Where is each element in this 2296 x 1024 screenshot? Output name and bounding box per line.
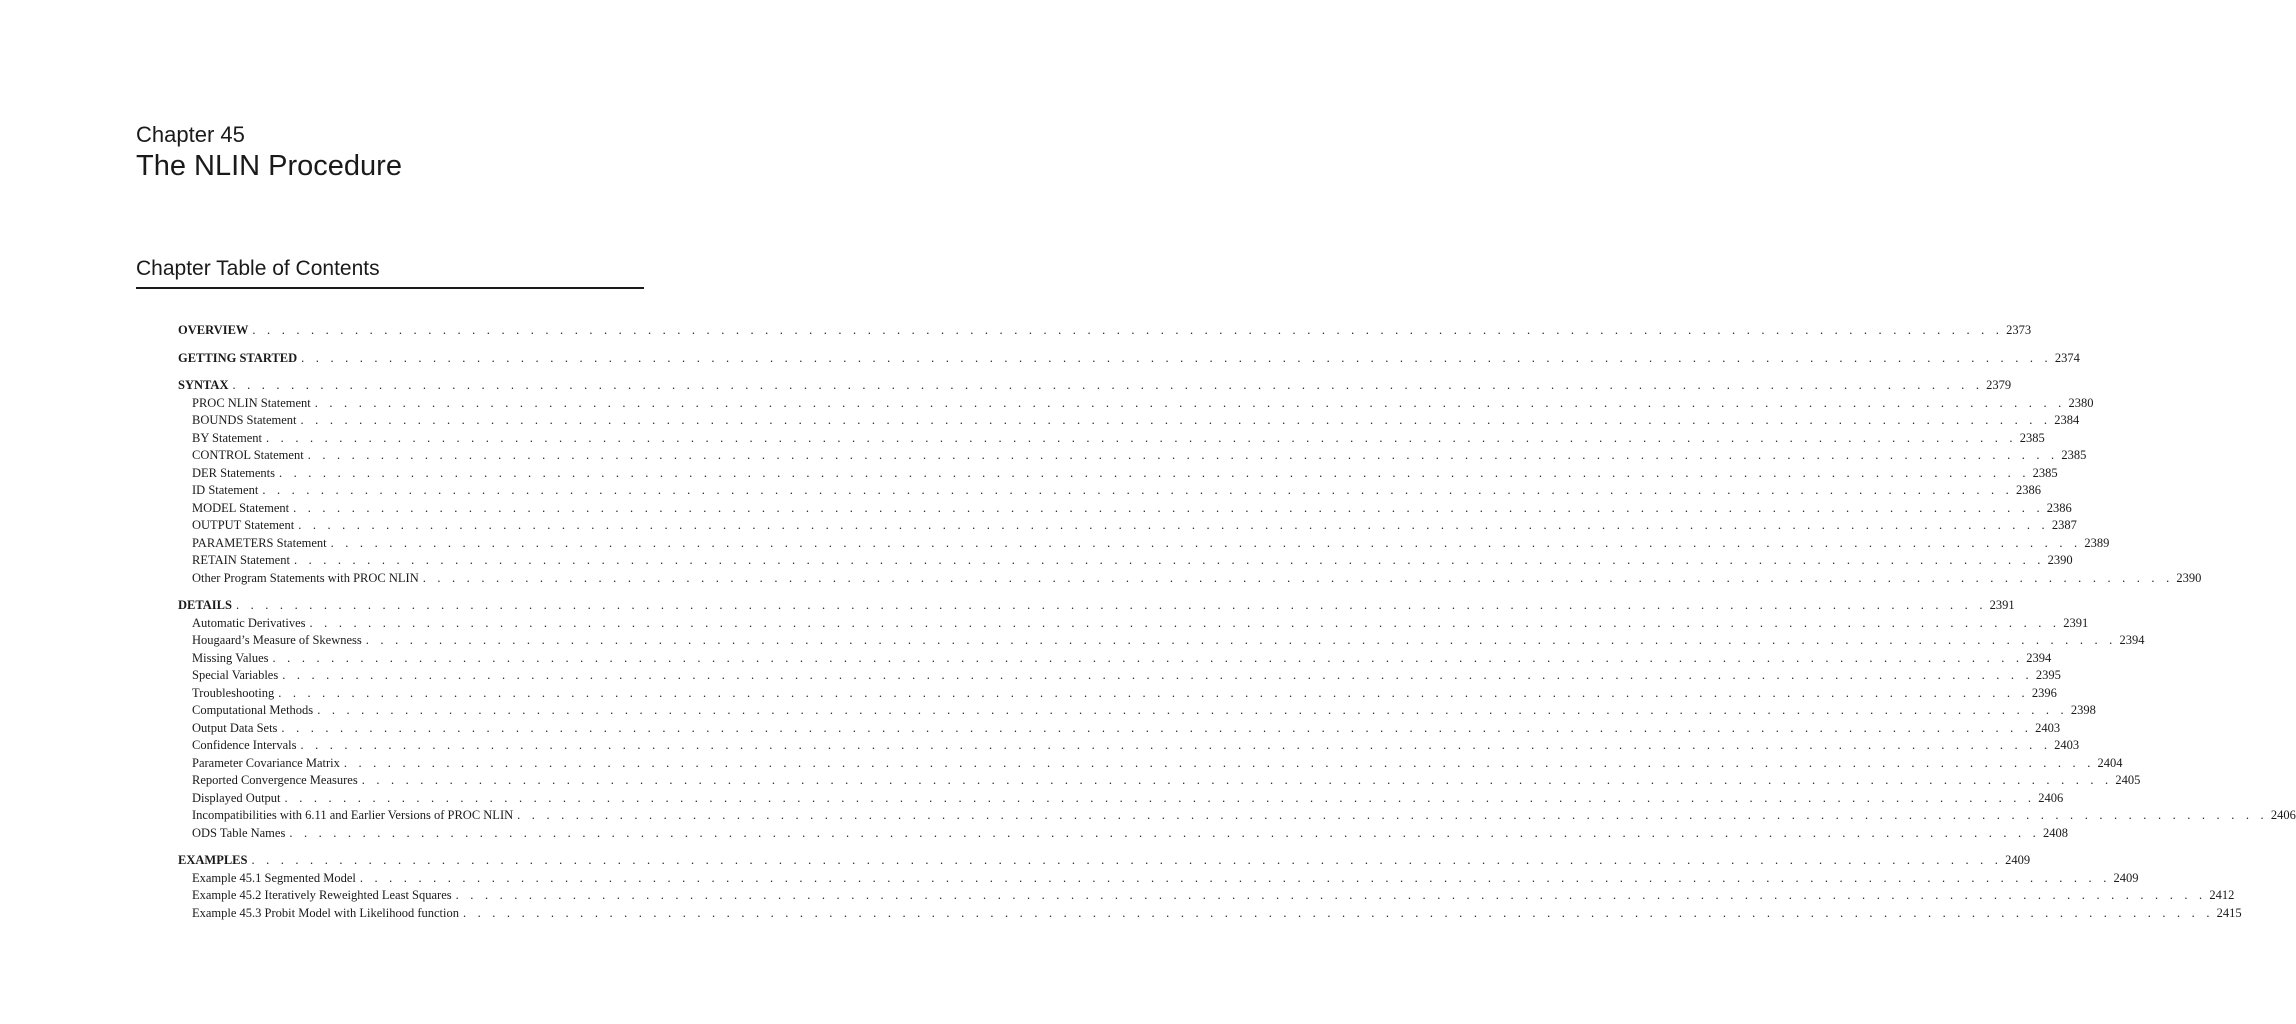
toc-entry-title: OUTPUT Statement	[192, 518, 295, 532]
toc-section-heading	[178, 350, 2080, 368]
dot-leader: . . . . . . . . . . . . . . . . . . . . . . . . . . . . . . . . . . . . . . . . . . . . . . . . . . . . . . . . . . . . . . . . . . . . . . . . . . . . . . . . . . . . . . . . . . . . . . . . . . . . . . . . . . . . . . . . . . . . . . . .	[272, 650, 2024, 665]
toc-entry	[178, 650, 2052, 668]
toc-entry	[178, 517, 2077, 535]
dot-leader: . . . . . . . . . . . . . . . . . . . . . . . . . . . . . . . . . . . . . . . . . . . . . . . . . . . . . . . . . . . . . . . . . . . . . . . . . . . . . . . . . . . . . . . . . . . . . . . . . . . . . . . . . . . . . . . . . . . . . . . .	[298, 518, 2049, 532]
chapter-label: Chapter 45	[136, 122, 245, 147]
toc-entry	[178, 887, 2235, 905]
toc-entry	[178, 500, 2072, 518]
toc-entry-page-number: 2395	[2035, 668, 2061, 682]
toc-entry	[178, 570, 2202, 588]
toc-entry	[178, 702, 2096, 720]
toc-section-heading-page-number: 2409	[2005, 853, 2031, 867]
toc-section-heading-title: GETTING STARTED	[178, 350, 298, 365]
toc-entry	[178, 430, 2045, 448]
toc-entry	[178, 790, 2064, 808]
toc-section	[178, 852, 2242, 922]
toc-entry-page-number: 2409	[2113, 870, 2139, 885]
dot-leader: . . . . . . . . . . . . . . . . . . . . . . . . . . . . . . . . . . . . . . . . . . . . . . . . . . . . . . . . . . . . . . . . . . . . . . . . . . . . . . . . . . . . . . . . . . . . . . . . . . . . . . . . . . . . . . . . . . . . . . . .	[307, 448, 2059, 462]
toc-entry-title: Output Data Sets	[192, 720, 278, 735]
toc-entry-page-number: 2404	[2097, 755, 2123, 770]
toc-section-heading-title: EXAMPLES	[178, 853, 248, 867]
dot-leader: . . . . . . . . . . . . . . . . . . . . . . . . . . . . . . . . . . . . . . . . . . . . . . . . . . . . . . . . . . . . . . . . . . . . . . . . . . . . . . . . . . . . . . . . . . . . . . . . . . . . . . . . . . . . . . . . . . . . . . . .	[278, 465, 2030, 480]
toc-entry-title: Displayed Output	[192, 790, 281, 805]
dot-leader: . . . . . . . . . . . . . . . . . . . . . . . . . . . . . . . . . . . . . . . . . . . . . . . . . . . . . . . . . . . . . . . . . . . . . . . . . . . . . . . . . . . . . . . . . . . . . . . . . . . . . . . . . . . . . . . . . . . . . . . .	[301, 350, 2052, 365]
dot-leader: . . . . . . . . . . . . . . . . . . . . . . . . . . . . . . . . . . . . . . . . . . . . . . . . . . . . . . . . . . . . . . . . . . . . . . . . . . . . . . . . . . . . . . . . . . . . . . . . . . . . . . . . . . . . . . . . . . . . . . . .	[262, 483, 2013, 497]
dot-leader: . . . . . . . . . . . . . . . . . . . . . . . . . . . . . . . . . . . . . . . . . . . . . . . . . . . . . . . . . . . . . . . . . . . . . . . . . . . . . . . . . . . . . . . . . . . . . . . . . . . . . . . . . . . . . . . . . . . . . . . .	[317, 703, 2068, 717]
dot-leader: . . . . . . . . . . . . . . . . . . . . . . . . . . . . . . . . . . . . . . . . . . . . . . . . . . . . . . . . . . . . . . . . . . . . . . . . . . . . . . . . . . . . . . . . . . . . . . . . . . . . . . . . . . . . . . . . . . . . . . . .	[284, 790, 2036, 805]
dot-leader: . . . . . . . . . . . . . . . . . . . . . . . . . . . . . . . . . . . . . . . . . . . . . . . . . . . . . . . . . . . . . . . . . . . . . . . . . . . . . . . . . . . . . . . . . . . . . . . . . . . . . . . . . . . . . . . . . . . . . . . .	[330, 535, 2082, 550]
toc-entry-title: ID Statement	[192, 483, 259, 497]
toc-entry-title: Confidence Intervals	[192, 738, 297, 752]
toc-entry	[178, 395, 2094, 413]
dot-leader: . . . . . . . . . . . . . . . . . . . . . . . . . . . . . . . . . . . . . . . . . . . . . . . . . . . . . . . . . . . . . . . . . . . . . . . . . . . . . . . . . . . . . . . . . . . . . . . . . . . . . . . . . . . . . . . . . . . . . . . .	[232, 378, 1984, 392]
dot-leader: . . . . . . . . . . . . . . . . . . . . . . . . . . . . . . . . . . . . . . . . . . . . . . . . . . . . . . . . . . . . . . . . . . . . . . . . . . . . . . . . . . . . . . . . . . . . . . . . . . . . . . . . . . . . . . . . . . . . . . . .	[293, 500, 2044, 515]
toc-entry	[178, 552, 2073, 570]
toc-entry-page-number: 2390	[2047, 553, 2073, 567]
toc-entry-title: Example 45.2 Iteratively Reweighted Least Squares	[192, 888, 452, 902]
toc-entry	[178, 905, 2242, 923]
toc-section-heading	[178, 322, 2032, 340]
toc-entry	[178, 465, 2058, 483]
toc-entry-title: Hougaard’s Measure of Skewness	[192, 633, 362, 647]
toc-entry-title: Parameter Covariance Matrix	[192, 755, 340, 770]
toc-divider	[136, 287, 644, 289]
toc-entry-page-number: 2391	[2063, 615, 2089, 630]
toc-section	[178, 350, 2080, 368]
toc-section-heading-page-number: 2374	[2054, 350, 2080, 365]
toc-entry-page-number: 2398	[2070, 703, 2096, 717]
dot-leader: . . . . . . . . . . . . . . . . . . . . . . . . . . . . . . . . . . . . . . . . . . . . . . . . . . . . . . . . . . . . . . . . . . . . . . . . . . . . . . . . . . . . . . . . . . . . . . . . . . . . . . . . . . . . . . . . . . . . . . . .	[300, 738, 2052, 752]
toc-entry-page-number: 2415	[2216, 905, 2242, 920]
toc-entry	[178, 667, 2061, 685]
toc-section-heading-page-number: 2379	[1986, 378, 2012, 392]
toc-entry-title: PROC NLIN Statement	[192, 395, 311, 410]
dot-leader: . . . . . . . . . . . . . . . . . . . . . . . . . . . . . . . . . . . . . . . . . . . . . . . . . . . . . . . . . . . . . . . . . . . . . . . . . . . . . . . . . . . . . . . . . . . . . . . . . . . . . . . . . . . . . . . . . . . . . . . .	[365, 633, 2117, 647]
toc-section	[178, 322, 2032, 340]
dot-leader: . . . . . . . . . . . . . . . . . . . . . . . . . . . . . . . . . . . . . . . . . . . . . . . . . . . . . . . . . . . . . . . . . . . . . . . . . . . . . . . . . . . . . . . . . . . . . . . . . . . . . . . . . . . . . . . . . . . . . . . .	[343, 755, 2095, 770]
toc-entry-title: Incompatibilities with 6.11 and Earlier Versions of PROC NLIN	[192, 808, 514, 822]
toc-entry-page-number: 2406	[2038, 790, 2064, 805]
toc-entry-page-number: 2386	[2046, 500, 2072, 515]
toc-entry	[178, 807, 2296, 825]
toc-section-heading-title: OVERVIEW	[178, 323, 249, 337]
toc-entry-title: MODEL Statement	[192, 500, 290, 515]
dot-leader: . . . . . . . . . . . . . . . . . . . . . . . . . . . . . . . . . . . . . . . . . . . . . . . . . . . . . . . . . . . . . . . . . . . . . . . . . . . . . . . . . . . . . . . . . . . . . . . . . . . . . . . . . . . . . . . . . . . . . . . .	[309, 615, 2061, 630]
toc-entry-page-number: 2385	[2061, 448, 2087, 462]
toc-entry-title: Other Program Statements with PROC NLIN	[192, 570, 419, 585]
toc-section	[178, 377, 2202, 587]
dot-leader: . . . . . . . . . . . . . . . . . . . . . . . . . . . . . . . . . . . . . . . . . . . . . . . . . . . . . . . . . . . . . . . . . . . . . . . . . . . . . . . . . . . . . . . . . . . . . . . . . . . . . . . . . . . . . . . . . . . . . . . .	[359, 870, 2111, 885]
toc-entry-page-number: 2403	[2054, 738, 2080, 752]
toc-entry	[178, 615, 2089, 633]
toc-entry	[178, 720, 2061, 738]
toc-entry	[178, 737, 2080, 755]
toc-entry-title: Example 45.3 Probit Model with Likelihood function	[192, 905, 459, 920]
toc-entry	[178, 685, 2057, 703]
toc-entry-title: RETAIN Statement	[192, 553, 290, 567]
toc-entry-page-number: 2396	[2031, 685, 2057, 700]
toc-section-heading	[178, 377, 2012, 395]
dot-leader: . . . . . . . . . . . . . . . . . . . . . . . . . . . . . . . . . . . . . . . . . . . . . . . . . . . . . . . . . . . . . . . . . . . . . . . . . . . . . . . . . . . . . . . . . . . . . . . . . . . . . . . . . . . . . . . . . . . . . . . .	[462, 905, 2214, 920]
toc-entry-page-number: 2386	[2016, 483, 2041, 497]
toc-entry-page-number: 2394	[2026, 650, 2052, 665]
dot-leader: . . . . . . . . . . . . . . . . . . . . . . . . . . . . . . . . . . . . . . . . . . . . . . . . . . . . . . . . . . . . . . . . . . . . . . . . . . . . . . . . . . . . . . . . . . . . . . . . . . . . . . . . . . . . . . . . . . . . . . . .	[422, 570, 2174, 585]
toc-entry-page-number: 2412	[2209, 888, 2235, 902]
dot-leader: . . . . . . . . . . . . . . . . . . . . . . . . . . . . . . . . . . . . . . . . . . . . . . . . . . . . . . . . . . . . . . . . . . . . . . . . . . . . . . . . . . . . . . . . . . . . . . . . . . . . . . . . . . . . . . . . . . . . . . . .	[289, 825, 2041, 840]
dot-leader: . . . . . . . . . . . . . . . . . . . . . . . . . . . . . . . . . . . . . . . . . . . . . . . . . . . . . . . . . . . . . . . . . . . . . . . . . . . . . . . . . . . . . . . . . . . . . . . . . . . . . . . . . . . . . . . . . . . . . . . .	[252, 323, 2004, 337]
toc-entry-title: Missing Values	[192, 650, 269, 665]
toc-entry-page-number: 2390	[2176, 570, 2202, 585]
toc-entry-page-number: 2403	[2035, 720, 2061, 735]
toc-section-heading	[178, 852, 2031, 870]
chapter-title: The NLIN Procedure	[136, 150, 402, 182]
toc-entry-title: Special Variables	[192, 668, 279, 682]
toc-entry-title: Reported Convergence Measures	[192, 773, 358, 787]
toc-section-heading-page-number: 2373	[2006, 323, 2032, 337]
toc-entry-title: Example 45.1 Segmented Model	[192, 870, 356, 885]
dot-leader: . . . . . . . . . . . . . . . . . . . . . . . . . . . . . . . . . . . . . . . . . . . . . . . . . . . . . . . . . . . . . . . . . . . . . . . . . . . . . . . . . . . . . . . . . . . . . . . . . . . . . . . . . . . . . . . . . . . . . . . .	[235, 598, 1987, 612]
dot-leader: . . . . . . . . . . . . . . . . . . . . . . . . . . . . . . . . . . . . . . . . . . . . . . . . . . . . . . . . . . . . . . . . . . . . . . . . . . . . . . . . . . . . . . . . . . . . . . . . . . . . . . . . . . . . . . . . . . . . . . . .	[278, 685, 2029, 700]
toc-entry	[178, 535, 2110, 553]
toc-entry-title: Automatic Derivatives	[192, 615, 306, 630]
toc-entry-title: PARAMETERS Statement	[192, 535, 327, 550]
dot-leader: . . . . . . . . . . . . . . . . . . . . . . . . . . . . . . . . . . . . . . . . . . . . . . . . . . . . . . . . . . . . . . . . . . . . . . . . . . . . . . . . . . . . . . . . . . . . . . . . . . . . . . . . . . . . . . . . . . . . . . . .	[251, 853, 2003, 867]
dot-leader: . . . . . . . . . . . . . . . . . . . . . . . . . . . . . . . . . . . . . . . . . . . . . . . . . . . . . . . . . . . . . . . . . . . . . . . . . . . . . . . . . . . . . . . . . . . . . . . . . . . . . . . . . . . . . . . . . . . . . . . .	[300, 413, 2052, 427]
toc-entry	[178, 447, 2087, 465]
dot-leader: . . . . . . . . . . . . . . . . . . . . . . . . . . . . . . . . . . . . . . . . . . . . . . . . . . . . . . . . . . . . . . . . . . . . . . . . . . . . . . . . . . . . . . . . . . . . . . . . . . . . . . . . . . . . . . . . . . . . . . . .	[314, 395, 2066, 410]
toc-entry	[178, 825, 2069, 843]
toc-entry-title: Computational Methods	[192, 703, 314, 717]
dot-leader: . . . . . . . . . . . . . . . . . . . . . . . . . . . . . . . . . . . . . . . . . . . . . . . . . . . . . . . . . . . . . . . . . . . . . . . . . . . . . . . . . . . . . . . . . . . . . . . . . . . . . . . . . . . . . . . . . . . . . . . .	[455, 888, 2207, 902]
table-of-contents	[178, 322, 2296, 932]
toc-entry-page-number: 2387	[2051, 518, 2077, 532]
dot-leader: . . . . . . . . . . . . . . . . . . . . . . . . . . . . . . . . . . . . . . . . . . . . . . . . . . . . . . . . . . . . . . . . . . . . . . . . . . . . . . . . . . . . . . . . . . . . . . . . . . . . . . . . . . . . . . . . . . . . . . . .	[266, 430, 2017, 445]
toc-entry	[178, 772, 2141, 790]
toc-entry	[178, 412, 2080, 430]
dot-leader: . . . . . . . . . . . . . . . . . . . . . . . . . . . . . . . . . . . . . . . . . . . . . . . . . . . . . . . . . . . . . . . . . . . . . . . . . . . . . . . . . . . . . . . . . . . . . . . . . . . . . . . . . . . . . . . . . . . . . . . .	[361, 773, 2113, 787]
toc-entry-page-number: 2405	[2115, 773, 2141, 787]
toc-entry-page-number: 2408	[2043, 825, 2069, 840]
toc-entry-page-number: 2380	[2068, 395, 2094, 410]
toc-section-heading-page-number: 2391	[1989, 598, 2015, 612]
dot-leader: . . . . . . . . . . . . . . . . . . . . . . . . . . . . . . . . . . . . . . . . . . . . . . . . . . . . . . . . . . . . . . . . . . . . . . . . . . . . . . . . . . . . . . . . . . . . . . . . . . . . . . . . . . . . . . . . . . . . . . . .	[517, 808, 2268, 822]
toc-entry	[178, 482, 2041, 500]
toc-entry-page-number: 2394	[2119, 633, 2145, 647]
toc-entry	[178, 632, 2145, 650]
toc-entry-title: ODS Table Names	[192, 825, 286, 840]
toc-entry-title: Troubleshooting	[192, 685, 275, 700]
dot-leader: . . . . . . . . . . . . . . . . . . . . . . . . . . . . . . . . . . . . . . . . . . . . . . . . . . . . . . . . . . . . . . . . . . . . . . . . . . . . . . . . . . . . . . . . . . . . . . . . . . . . . . . . . . . . . . . . . . . . . . . .	[282, 668, 2033, 682]
toc-entry-title: BY Statement	[192, 430, 263, 445]
toc-entry-title: DER Statements	[192, 465, 275, 480]
toc-entry-page-number: 2385	[2032, 465, 2058, 480]
toc-entry-page-number: 2406	[2270, 808, 2296, 822]
dot-leader: . . . . . . . . . . . . . . . . . . . . . . . . . . . . . . . . . . . . . . . . . . . . . . . . . . . . . . . . . . . . . . . . . . . . . . . . . . . . . . . . . . . . . . . . . . . . . . . . . . . . . . . . . . . . . . . . . . . . . . . .	[281, 720, 2033, 735]
toc-section	[178, 597, 2296, 842]
toc-section-heading	[178, 597, 2015, 615]
toc-entry	[178, 870, 2139, 888]
toc-entry-page-number: 2389	[2084, 535, 2110, 550]
toc-heading: Chapter Table of Contents	[136, 257, 380, 280]
toc-section-heading-title: DETAILS	[178, 598, 232, 612]
toc-entry	[178, 755, 2123, 773]
toc-section-heading-title: SYNTAX	[178, 378, 229, 392]
toc-entry-page-number: 2385	[2019, 430, 2045, 445]
toc-entry-title: BOUNDS Statement	[192, 413, 297, 427]
toc-entry-title: CONTROL Statement	[192, 448, 304, 462]
toc-entry-page-number: 2384	[2054, 413, 2080, 427]
dot-leader: . . . . . . . . . . . . . . . . . . . . . . . . . . . . . . . . . . . . . . . . . . . . . . . . . . . . . . . . . . . . . . . . . . . . . . . . . . . . . . . . . . . . . . . . . . . . . . . . . . . . . . . . . . . . . . . . . . . . . . . .	[293, 553, 2045, 567]
